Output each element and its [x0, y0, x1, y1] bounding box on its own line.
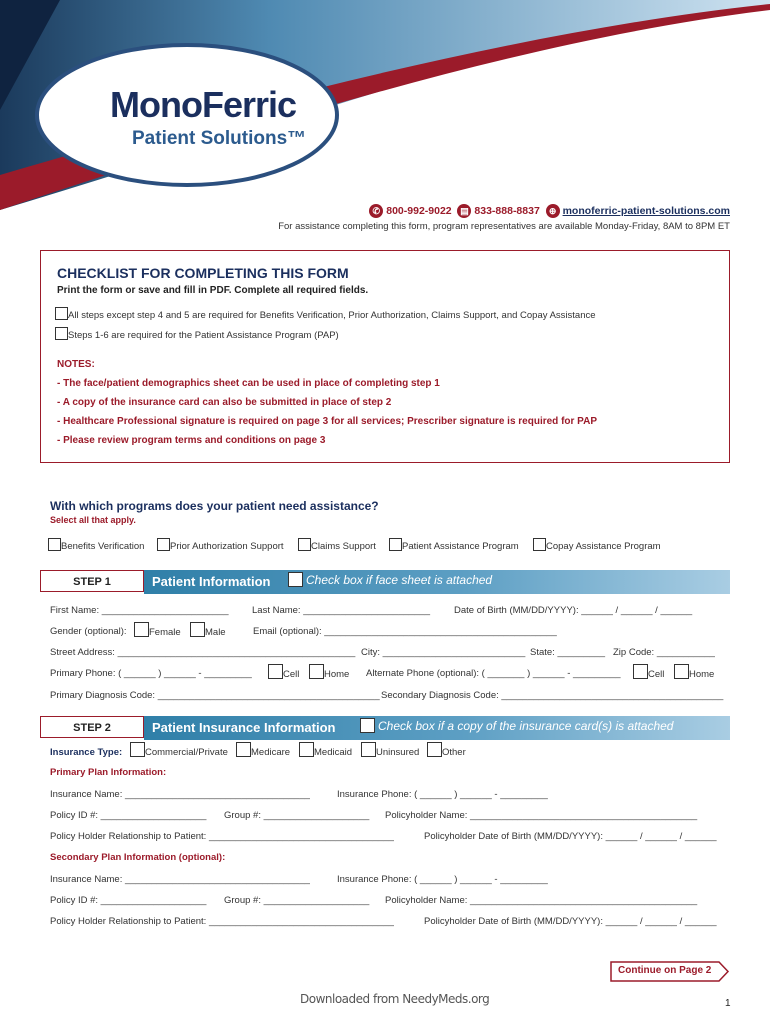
checkbox[interactable] — [674, 664, 689, 679]
step2-label: STEP 2 — [40, 716, 144, 738]
logo-wordmark: MonoFerric — [110, 84, 297, 125]
step1-face-sheet-check[interactable] — [288, 572, 492, 587]
checkbox[interactable] — [134, 622, 149, 637]
step1-title: Patient Information — [152, 574, 271, 589]
gender-female-option[interactable] — [134, 622, 181, 638]
checkbox[interactable] — [427, 742, 442, 757]
primary-policy-id-field[interactable]: Policy ID #: ____________________ — [50, 810, 207, 821]
primary-phone-field[interactable]: Primary Phone: ( ______ ) ______ - _________ — [50, 668, 252, 679]
logo — [32, 40, 342, 190]
secondary-plan-heading: Secondary Plan Information (optional): — [50, 852, 226, 863]
program-option-copay[interactable] — [533, 538, 661, 552]
secondary-group-field[interactable]: Group #: ____________________ — [224, 895, 370, 906]
checkbox[interactable] — [288, 572, 303, 587]
secondary-policy-id-field[interactable]: Policy ID #: ____________________ — [50, 895, 207, 906]
secondary-diagnosis-field[interactable]: Secondary Diagnosis Code: __________________________________________ — [381, 690, 724, 701]
program-option-claims[interactable] — [298, 538, 376, 552]
note-2: - A copy of the insurance card can also be submitted in place of step 2 — [57, 397, 392, 408]
home-label: Home — [324, 669, 350, 680]
step1-header — [40, 570, 730, 594]
secondary-insurance-phone-field[interactable]: Insurance Phone: ( ______ ) ______ - _________ — [337, 874, 548, 885]
step2-band — [144, 716, 730, 740]
cell-label: Cell — [283, 669, 300, 680]
email-field[interactable]: Email (optional): ____________________________________________ — [253, 626, 557, 637]
contact-bar — [369, 204, 730, 218]
program-option-pap[interactable] — [389, 538, 519, 552]
alternate-cell-option[interactable] — [633, 664, 664, 680]
dob-field[interactable]: Date of Birth (MM/DD/YYYY): ______ / ______ / ______ — [454, 605, 693, 616]
insurance-type-medicare[interactable] — [236, 742, 290, 758]
insurance-type-medicaid[interactable] — [299, 742, 352, 758]
step2-card-copy-check[interactable] — [360, 718, 673, 733]
website-link[interactable]: monoferric-patient-solutions.com — [562, 205, 730, 217]
alternate-home-option[interactable] — [674, 664, 714, 680]
insurance-type-uninsured[interactable] — [361, 742, 419, 758]
checkbox[interactable] — [157, 538, 170, 551]
secondary-policyholder-name-field[interactable]: Policyholder Name: ___________________________________________ — [385, 895, 698, 906]
insurance-type-other[interactable] — [427, 742, 466, 758]
checklist-title: CHECKLIST FOR COMPLETING THIS FORM — [57, 265, 349, 281]
checkbox[interactable] — [130, 742, 145, 757]
checkbox[interactable] — [361, 742, 376, 757]
insurance-type-label: Medicare — [251, 747, 291, 758]
primary-insurance-name-field[interactable]: Insurance Name: ___________________________________ — [50, 789, 310, 800]
step2-title: Patient Insurance Information — [152, 720, 336, 735]
last-name-field[interactable]: Last Name: ________________________ — [252, 605, 431, 616]
checkbox[interactable] — [236, 742, 251, 757]
secondary-policyholder-dob-field[interactable]: Policyholder Date of Birth (MM/DD/YYYY): ______ / ______ / ______ — [424, 916, 717, 927]
checkbox[interactable] — [55, 327, 68, 340]
checkbox[interactable] — [299, 742, 314, 757]
male-label: Male — [205, 627, 226, 638]
step2-check-label: Check box if a copy of the insurance card(s) is attached — [378, 719, 674, 733]
female-label: Female — [149, 627, 181, 638]
primary-plan-heading: Primary Plan Information: — [50, 767, 167, 778]
alternate-phone-field[interactable]: Alternate Phone (optional): ( _______ ) ______ - _________ — [366, 668, 621, 679]
program-option-label: Benefits Verification — [61, 541, 145, 552]
continue-label: Continue on Page 2 — [618, 965, 712, 976]
checklist-box — [40, 250, 730, 463]
insurance-type-label: Other — [442, 747, 466, 758]
notes-label: NOTES: — [57, 359, 95, 370]
checklist-item-1-label: All steps except step 4 and 5 are required for Benefits Verification, Prior Authorization, Claims Support, and Copay Assistance — [68, 310, 596, 321]
first-name-field[interactable]: First Name: ________________________ — [50, 605, 229, 616]
fax-icon: ▤ — [457, 204, 471, 218]
fax-number[interactable]: 833-888-8837 — [474, 205, 540, 217]
programs-question: With which programs does your patient need assistance? — [50, 499, 379, 513]
city-field[interactable]: City: ___________________________ — [361, 647, 526, 658]
step2-header — [40, 716, 730, 740]
insurance-type-label: Medicaid — [314, 747, 353, 758]
primary-home-option[interactable] — [309, 664, 349, 680]
assistance-note: For assistance completing this form, program representatives are available Monday-Friday, 8AM to 8PM ET — [278, 221, 730, 232]
checklist-item-2-label: Steps 1-6 are required for the Patient Assistance Program (PAP) — [68, 330, 339, 341]
checkbox[interactable] — [268, 664, 283, 679]
globe-icon: ⊕ — [546, 204, 560, 218]
step1-label: STEP 1 — [40, 570, 144, 592]
program-option-benefits[interactable] — [48, 538, 144, 552]
checklist-item-2[interactable] — [55, 327, 339, 341]
page-number: 1 — [725, 998, 731, 1009]
checklist-item-1[interactable] — [55, 307, 596, 321]
insurance-type-commercial[interactable] — [130, 742, 228, 758]
state-field[interactable]: State: _________ — [530, 647, 606, 658]
cell-label: Cell — [648, 669, 665, 680]
downloaded-watermark: Downloaded from NeedyMeds.org — [300, 992, 490, 1006]
gender-male-option[interactable] — [190, 622, 226, 638]
program-option-label: Patient Assistance Program — [402, 541, 519, 552]
program-option-label: Claims Support — [311, 541, 376, 552]
primary-group-field[interactable]: Group #: ____________________ — [224, 810, 370, 821]
phone-number[interactable]: 800-992-9022 — [386, 205, 452, 217]
home-label: Home — [689, 669, 715, 680]
secondary-relationship-field[interactable]: Policy Holder Relationship to Patient: ___________________________________ — [50, 916, 394, 927]
program-option-label: Copay Assistance Program — [546, 541, 661, 552]
gender-label: Gender (optional): — [50, 626, 127, 637]
note-4: - Please review program terms and conditions on page 3 — [57, 435, 326, 446]
continue-button[interactable] — [610, 961, 730, 982]
secondary-insurance-name-field[interactable]: Insurance Name: ___________________________________ — [50, 874, 310, 885]
checkbox[interactable] — [298, 538, 311, 551]
street-field[interactable]: Street Address: _____________________________________________ — [50, 647, 356, 658]
note-1: - The face/patient demographics sheet can be used in place of completing step 1 — [57, 378, 440, 389]
checkbox[interactable] — [360, 718, 375, 733]
insurance-type-label: Uninsured — [376, 747, 420, 758]
programs-hint: Select all that apply. — [50, 515, 136, 525]
checkbox[interactable] — [633, 664, 648, 679]
phone-icon: ✆ — [369, 204, 383, 218]
checkbox[interactable] — [55, 307, 68, 320]
primary-policyholder-dob-field[interactable]: Policyholder Date of Birth (MM/DD/YYYY): ______ / ______ / ______ — [424, 831, 717, 842]
checkbox[interactable] — [309, 664, 324, 679]
checklist-subtitle: Print the form or save and fill in PDF. Complete all required fields. — [57, 285, 369, 296]
primary-relationship-field[interactable]: Policy Holder Relationship to Patient: ___________________________________ — [50, 831, 394, 842]
checkbox[interactable] — [533, 538, 546, 551]
step1-band — [144, 570, 730, 594]
logo-subtitle: Patient Solutions™ — [132, 128, 307, 149]
insurance-type-label: Insurance Type: — [50, 747, 123, 758]
checkbox[interactable] — [190, 622, 205, 637]
note-3: - Healthcare Professional signature is required on page 3 for all services; Prescriber signature is required for PAP — [57, 416, 597, 427]
primary-insurance-phone-field[interactable]: Insurance Phone: ( ______ ) ______ - _________ — [337, 789, 548, 800]
program-option-label: Prior Authorization Support — [170, 541, 284, 552]
program-option-prior-auth[interactable] — [157, 538, 284, 552]
checkbox[interactable] — [389, 538, 402, 551]
primary-diagnosis-field[interactable]: Primary Diagnosis Code: __________________________________________ — [50, 690, 380, 701]
zip-field[interactable]: Zip Code: ___________ — [613, 647, 715, 658]
step1-check-label: Check box if face sheet is attached — [306, 573, 493, 587]
insurance-type-label: Commercial/Private — [145, 747, 228, 758]
primary-policyholder-name-field[interactable]: Policyholder Name: ___________________________________________ — [385, 810, 698, 821]
primary-cell-option[interactable] — [268, 664, 299, 680]
checkbox[interactable] — [48, 538, 61, 551]
